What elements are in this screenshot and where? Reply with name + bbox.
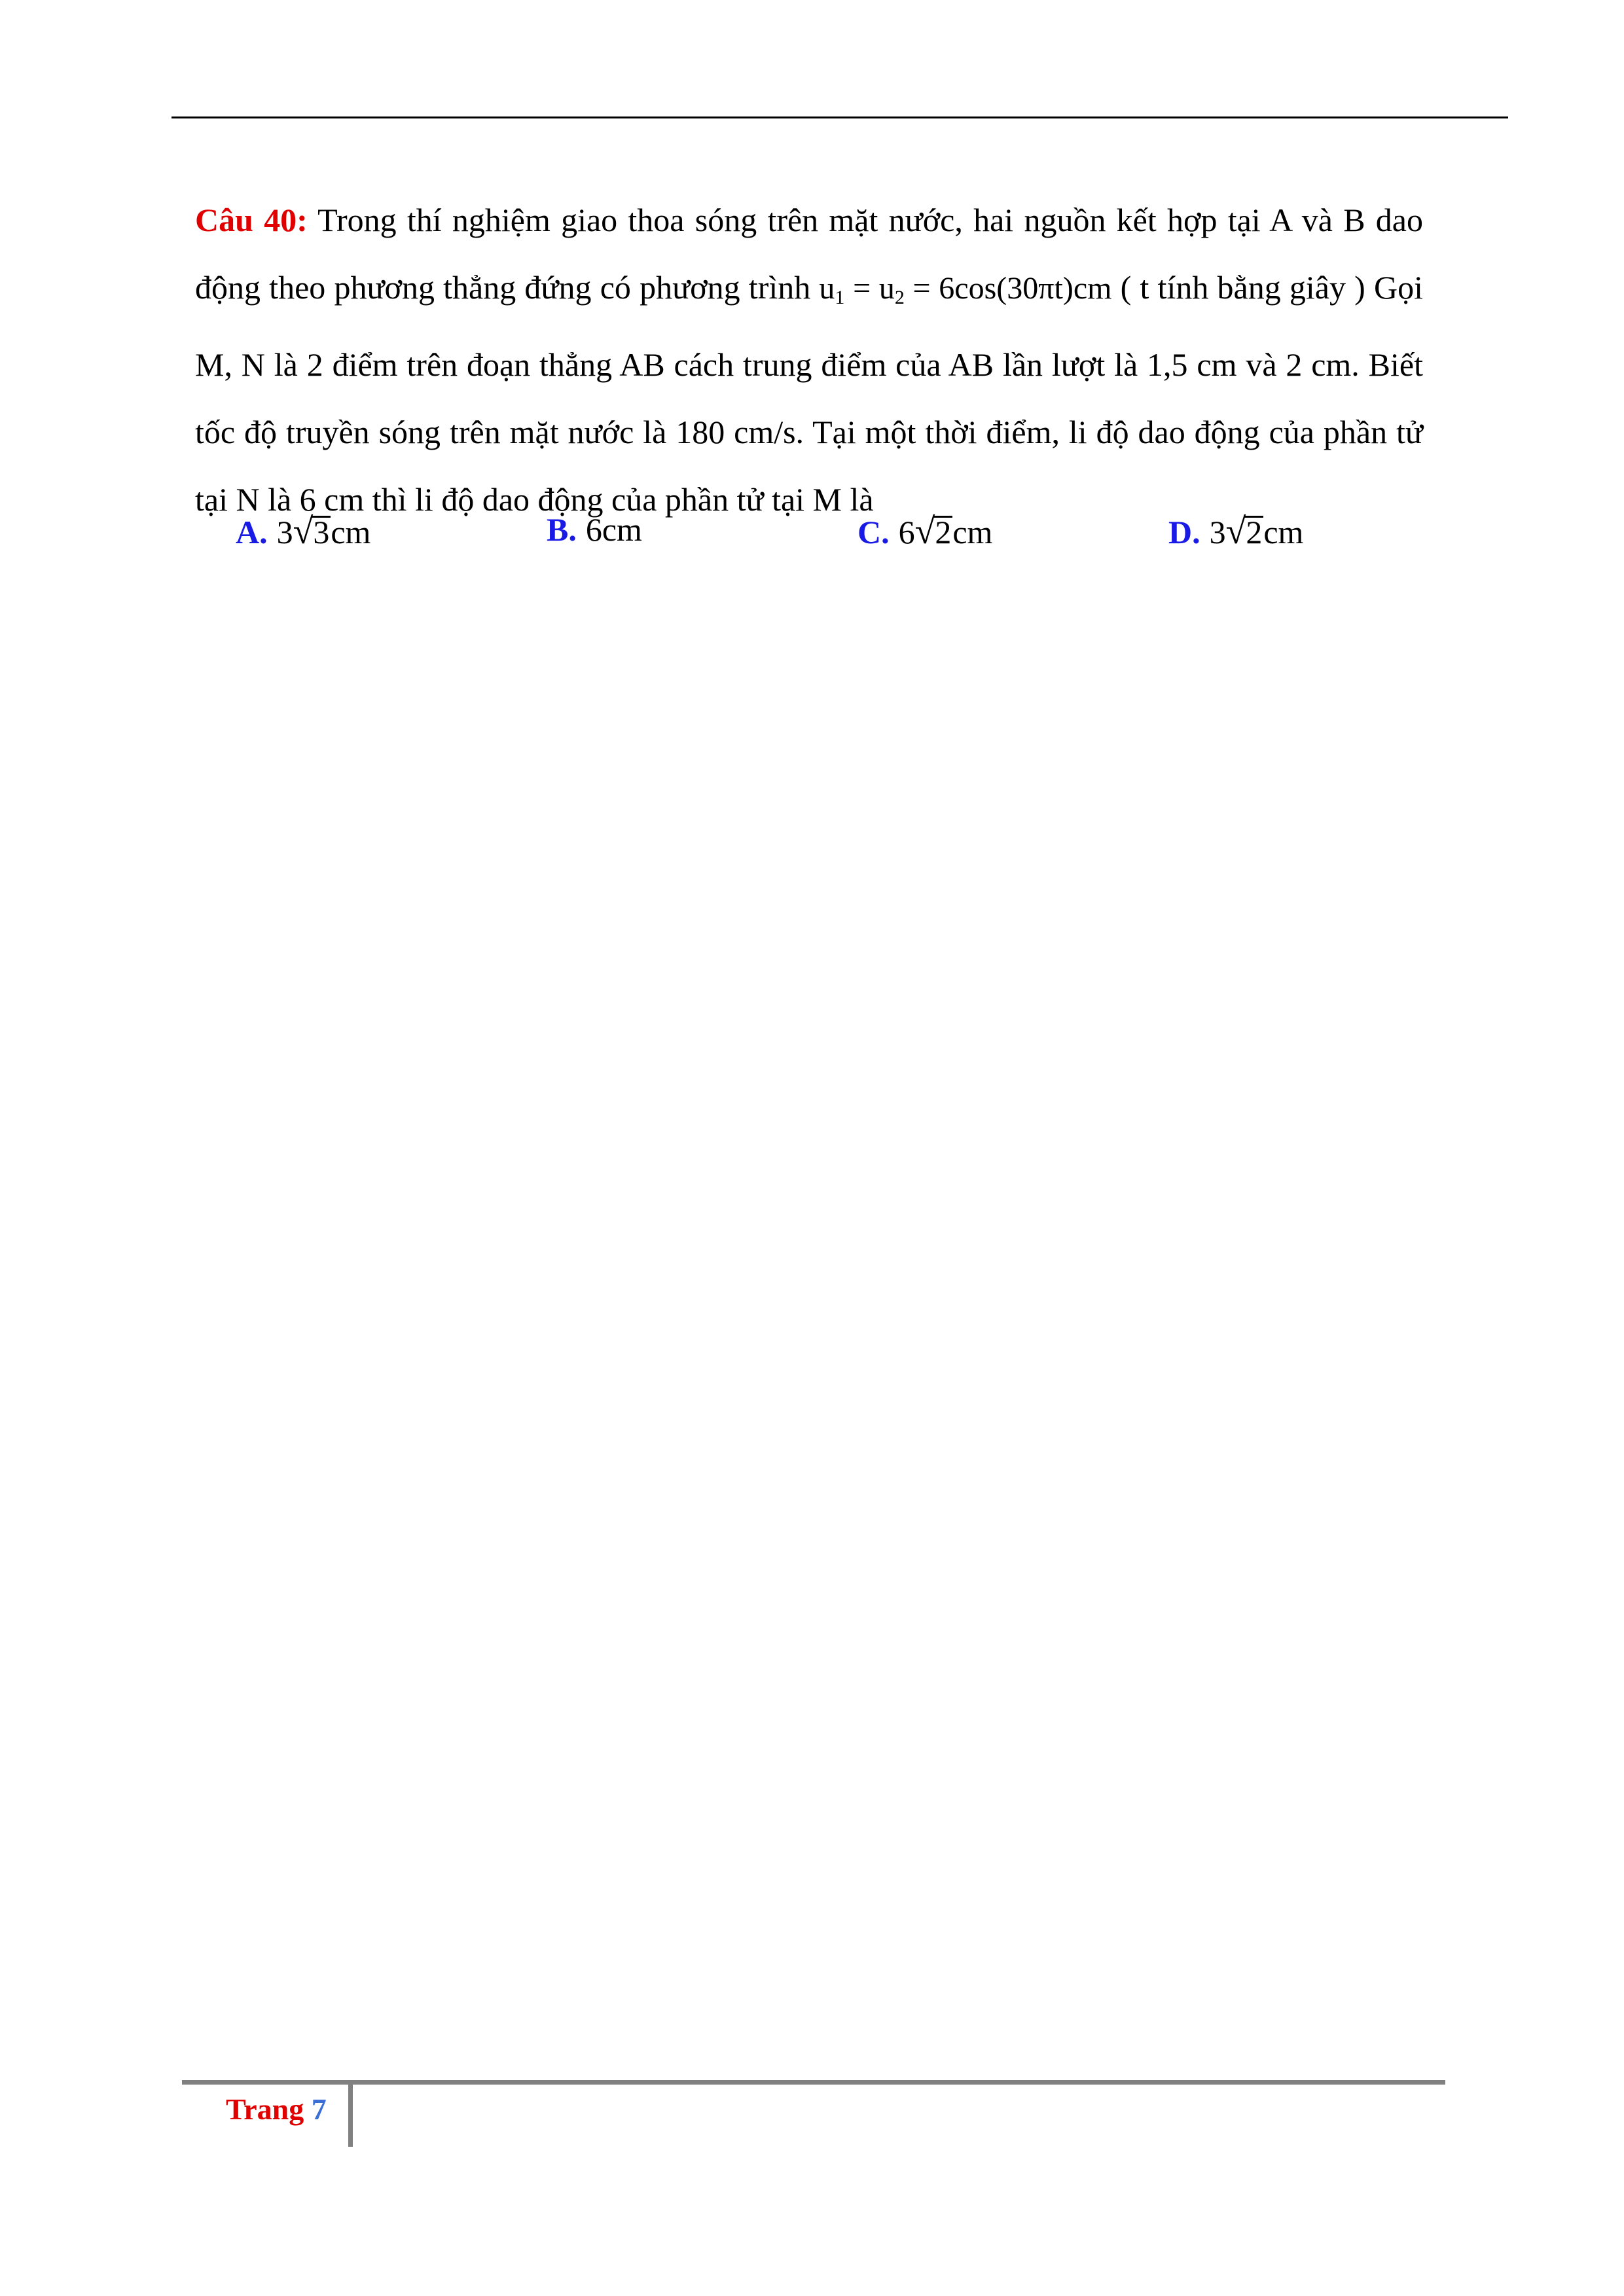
header-rule [171,117,1508,118]
answer-d-label: D. [1168,514,1200,550]
page-label: Trang [226,2092,312,2126]
answer-b[interactable] [547,511,642,548]
question-label: Câu 40: [195,202,308,238]
answer-c-unit: cm [952,514,993,550]
question-text-part1: Trong thí nghiệm giao thoa sóng trên mặt nước, hai nguồn kết hợp tại A và B dao động theo phương thẳng đứng có phương trình [195,202,1423,306]
footer-divider [348,2084,353,2147]
answer-c[interactable] [857,511,992,552]
formula-sub1: 1 [835,287,845,308]
answer-a-coef: 3 [276,514,293,550]
formula-eq1: = u [844,271,895,306]
answer-d-radicand: 2 [1246,514,1263,550]
formula-u: u [819,271,835,306]
question-text-part2: ( t tính bằng giây ) Gọi M, N là 2 điểm trên đoạn thẳng AB cách trung điểm của AB lần lượt là 1,5 cm và 2 cm. Biết tốc độ truyền sóng trên mặt nước là 180 cm/s. Tại một thời điểm, li độ dao động của phần tử tại N là 6 cm thì li độ dao động của phần tử tại M là [195,269,1423,518]
answer-a-label: A. [236,514,268,550]
question-40 [195,187,1423,533]
sqrt-symbol: √2 [1225,511,1263,552]
answer-d[interactable] [1168,511,1303,552]
formula-rest: = 6cos(30πt)cm [904,271,1112,306]
sqrt-symbol: √2 [914,511,952,552]
page-number: 7 [311,2092,327,2126]
page-footer [226,2092,327,2126]
answer-b-label: B. [547,511,577,548]
answer-options [236,511,1414,569]
footer-rule [182,2080,1445,2085]
answer-a-radicand: 3 [313,514,330,550]
answer-d-coef: 3 [1209,514,1226,550]
answer-c-coef: 6 [898,514,915,550]
answer-d-unit: cm [1263,514,1304,550]
answer-a-unit: cm [331,514,371,550]
answer-b-value: 6cm [585,511,642,548]
formula-sub2: 2 [894,287,905,308]
answer-c-radicand: 2 [935,514,952,550]
answer-c-label: C. [857,514,890,550]
answer-a[interactable] [236,511,370,552]
wave-equation [819,271,1111,306]
sqrt-symbol: √3 [293,511,330,552]
